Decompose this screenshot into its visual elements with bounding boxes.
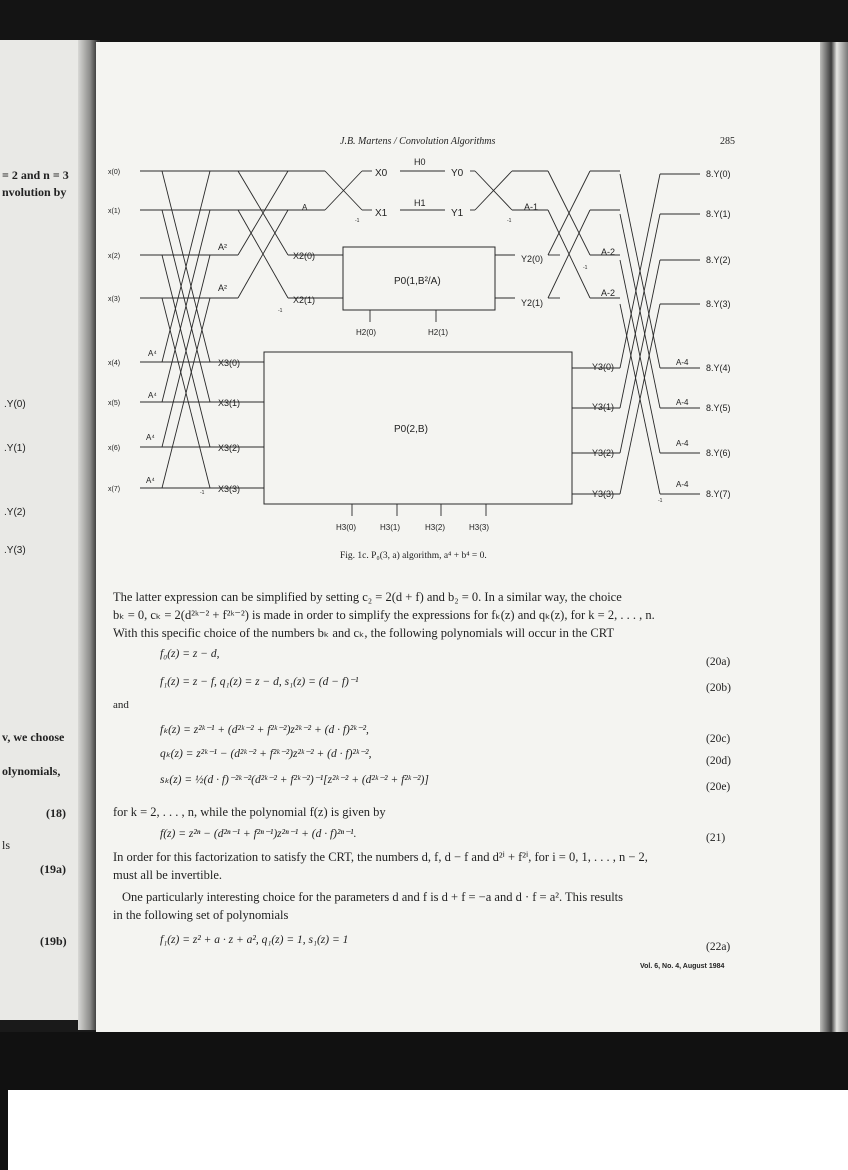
node-label: Y0 [451, 168, 464, 179]
node-label: X1 [375, 208, 388, 219]
input-label: x(4) [108, 360, 121, 367]
input-label: x(5) [108, 400, 121, 407]
page-number: 285 [720, 136, 735, 147]
node-label: H3(0) [336, 523, 357, 532]
paragraph-line: The latter expression can be simplified by setting c₂ = 2(d + f) and b₂ = 0. In a similar way, the choice [113, 590, 622, 604]
node-label: H2(0) [356, 328, 377, 337]
paragraph-line: in the following set of polynomials [113, 908, 289, 922]
equation: sₖ(z) = ½(d · f)⁻²ᵏ⁻²(d²ᵏ⁻² + f²ᵏ⁻²)⁻¹[z²ᵏ⁻² + (d²ᵏ⁻² + f²ᵏ⁻²)] [160, 774, 429, 786]
left-fragment: ls [2, 838, 11, 852]
node-label: Y3(3) [592, 489, 615, 499]
twiddle-label: A² [218, 242, 227, 252]
node-label: Y1 [451, 208, 464, 219]
node-label: X3(0) [218, 358, 241, 368]
equation: f₀(z) = z − d, [160, 648, 220, 660]
node-label: H3(2) [425, 523, 446, 532]
box-small-label: P0(1,B²/A) [394, 276, 441, 287]
node-label: H1 [414, 198, 426, 208]
output-label: 8.Y(5) [706, 403, 731, 413]
twiddle-label: A⁴ [146, 433, 155, 442]
node-label: A-4 [676, 480, 689, 489]
left-fragment: .Y(0) [4, 399, 26, 410]
node-label: A-2 [601, 247, 616, 257]
input-label: x(1) [108, 208, 121, 215]
negation-label: -1 [200, 490, 205, 496]
figure-caption: Fig. 1c. P₀(3, a) algorithm, a⁴ + b⁴ = 0. [340, 551, 487, 561]
node-label: A-4 [676, 358, 689, 367]
node-label: A-2 [601, 288, 616, 298]
input-label: x(7) [108, 486, 121, 493]
left-fragment: (19a) [40, 862, 66, 876]
negation-label: -1 [278, 308, 283, 314]
output-label: 8.Y(2) [706, 255, 731, 265]
node-label: A-4 [676, 398, 689, 407]
equation: qₖ(z) = z²ᵏ⁻¹ − (d²ᵏ⁻² + f²ᵏ⁻²)z²ᵏ⁻² + (d · f)²ᵏ⁻², [160, 748, 372, 760]
equation: fₖ(z) = z²ᵏ⁻¹ + (d²ᵏ⁻² + f²ᵏ⁻²)z²ᵏ⁻² + (d · f)²ᵏ⁻², [160, 724, 369, 736]
equation: f₁(z) = z² + a · z + a², q₁(z) = 1, s₁(z) = 1 [160, 934, 349, 946]
node-label: Y2(1) [521, 298, 544, 308]
node-label: Y3(0) [592, 362, 615, 372]
twiddle-label: A⁴ [146, 476, 155, 485]
output-label: 8.Y(3) [706, 299, 731, 309]
left-fragment: .Y(3) [4, 545, 26, 556]
input-label: x(2) [108, 253, 121, 260]
node-label: X2(0) [293, 251, 316, 261]
node-label: Y3(1) [592, 402, 615, 412]
running-head: J.B. Martens / Convolution Algorithms [340, 136, 496, 147]
paragraph-line: One particularly interesting choice for the parameters d and f is d + f = −a and d · f = a². This results [122, 890, 624, 904]
negation-label: -1 [658, 498, 663, 504]
twiddle-label: A⁴ [148, 391, 157, 400]
left-fragment: (18) [46, 806, 66, 820]
twiddle-label: A⁴ [148, 349, 157, 358]
node-label: X3(1) [218, 398, 241, 408]
node-label: A [302, 203, 308, 212]
left-fragment: olynomials, [2, 764, 61, 778]
equation: f₁(z) = z − f, q₁(z) = z − d, s₁(z) = (d − f)⁻¹ [160, 676, 359, 688]
paragraph-line: With this specific choice of the numbers bₖ and cₖ, the following polynomials will occur in the CRT [113, 626, 614, 640]
equation-number: (20a) [706, 656, 731, 668]
paragraph-line: bₖ = 0, cₖ = 2(d²ᵏ⁻² + f²ᵏ⁻²) is made in order to simplify the expressions for fₖ(z) and qₖ(z), for k = 2, . . . , n. [113, 608, 655, 622]
input-label: x(0) [108, 169, 121, 176]
left-fragment: nvolution by [2, 185, 67, 199]
node-label: X2(1) [293, 295, 316, 305]
node-label: H3(3) [469, 523, 490, 532]
node-label: Y2(0) [521, 254, 544, 264]
equation-number: (20e) [706, 781, 731, 793]
equation-number: (22a) [706, 941, 731, 953]
output-label: 8.Y(0) [706, 169, 731, 179]
output-label: 8.Y(4) [706, 363, 731, 373]
output-label: 8.Y(1) [706, 209, 731, 219]
left-fragment: (19b) [40, 934, 67, 948]
node-label: Y3(2) [592, 448, 615, 458]
node-label: A-1 [524, 202, 539, 212]
node-label: A-4 [676, 439, 689, 448]
equation-number: (21) [706, 832, 726, 844]
equation: f(z) = z²ⁿ − (d²ⁿ⁻¹ + f²ⁿ⁻¹)z²ⁿ⁻¹ + (d · f)²ⁿ⁻¹. [160, 828, 357, 840]
left-fragment: .Y(2) [4, 507, 26, 518]
negation-label: -1 [507, 218, 512, 224]
node-label: X3(2) [218, 443, 241, 453]
twiddle-label: A² [218, 283, 227, 293]
left-fragment: = 2 and n = 3 [2, 168, 69, 182]
paragraph-line: must all be invertible. [113, 868, 223, 882]
negation-label: -1 [355, 218, 360, 224]
equation-number: (20d) [706, 755, 731, 767]
equation-number: (20b) [706, 682, 731, 694]
left-fragment: v, we choose [2, 730, 65, 744]
paragraph-line: for k = 2, . . . , n, while the polynomial f(z) is given by [113, 805, 386, 819]
negation-label: -1 [583, 265, 588, 271]
output-label: 8.Y(6) [706, 448, 731, 458]
node-label: X0 [375, 168, 388, 179]
paragraph-line: In order for this factorization to satisfy the CRT, the numbers d, f, d − f and d²ⁱ + f²ⁱ, for i = 0, 1, . . . , n − 2, [113, 850, 648, 864]
node-label: H3(1) [380, 523, 401, 532]
node-label: X3(3) [218, 484, 241, 494]
journal-footer: Vol. 6, No. 4, August 1984 [640, 963, 725, 970]
equation-number: (20c) [706, 733, 731, 745]
input-label: x(3) [108, 296, 121, 303]
paragraph-line: and [113, 699, 129, 711]
node-label: H0 [414, 157, 426, 167]
box-large-label: P0(2,B) [394, 424, 428, 435]
input-label: x(6) [108, 445, 121, 452]
node-label: H2(1) [428, 328, 449, 337]
output-label: 8.Y(7) [706, 489, 731, 499]
left-fragment: .Y(1) [4, 443, 26, 454]
